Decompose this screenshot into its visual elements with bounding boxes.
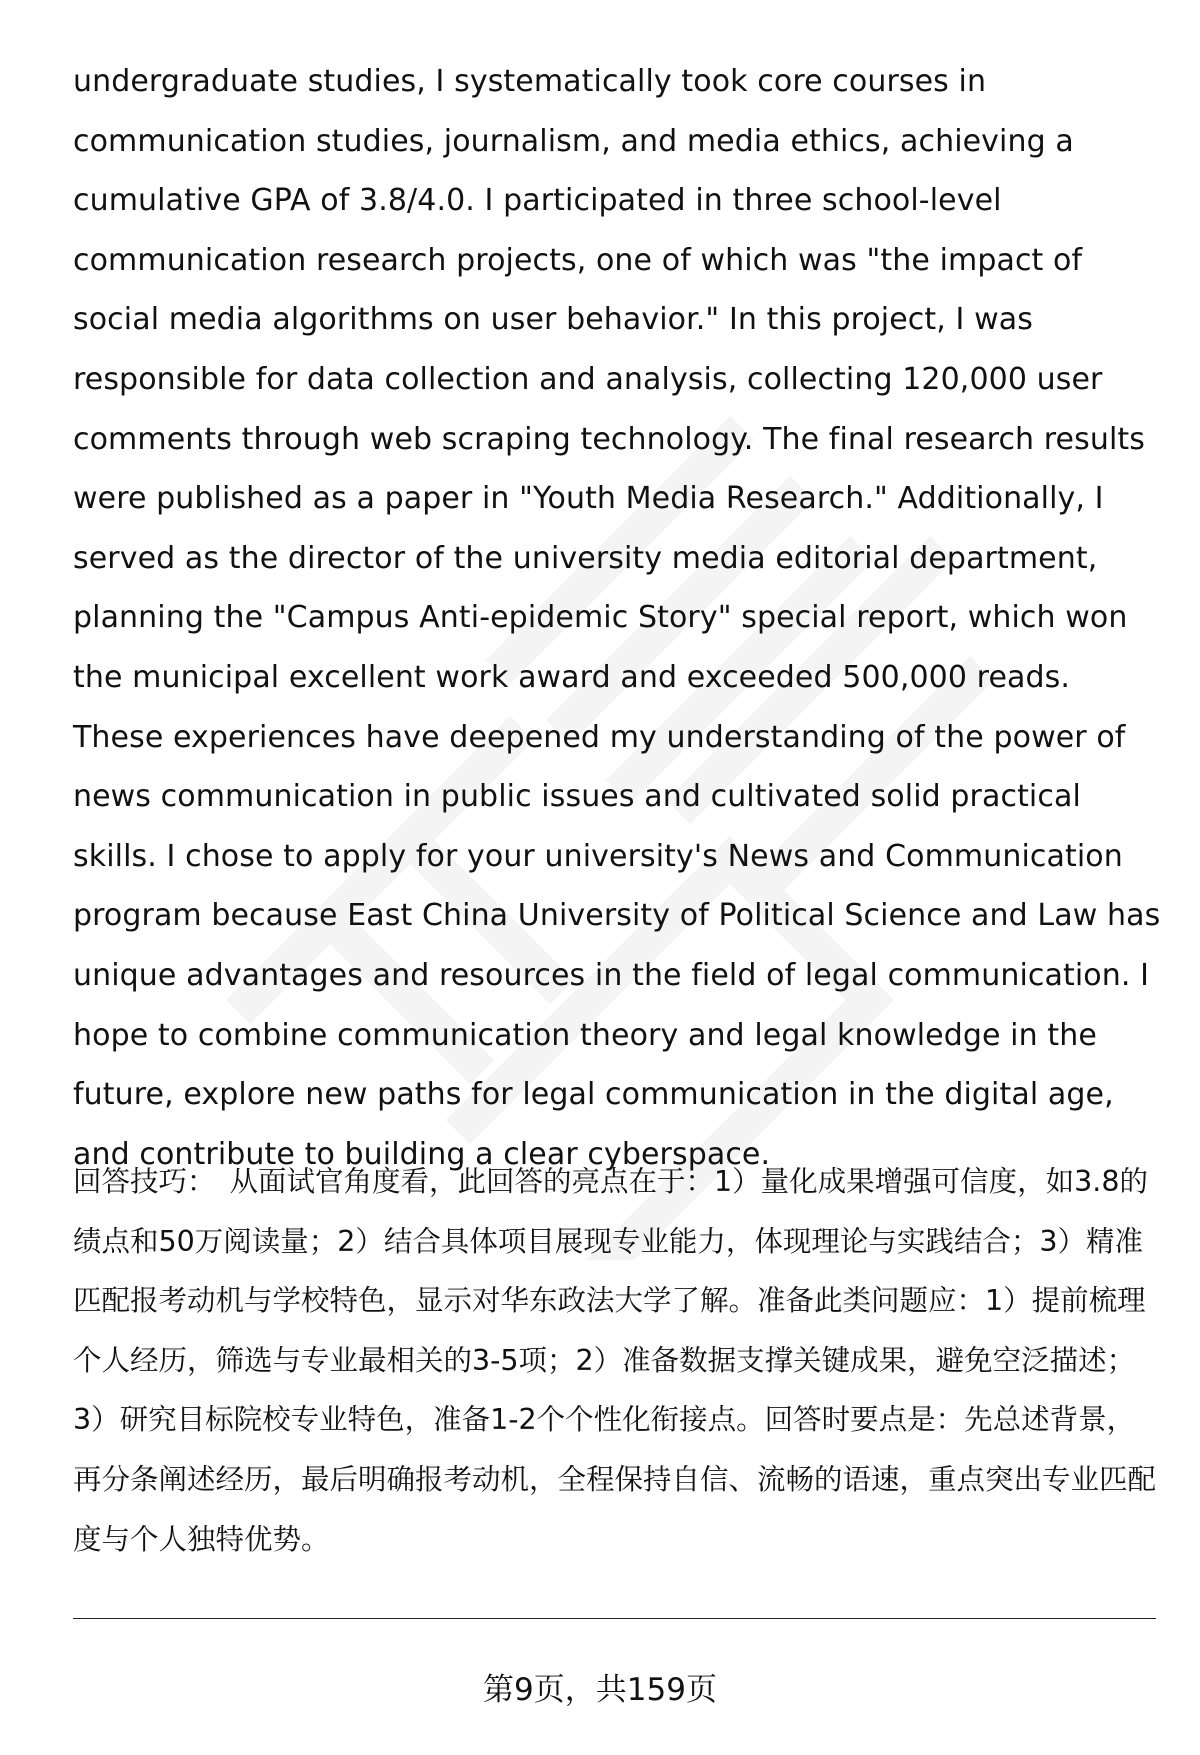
footer-divider: [73, 1618, 1156, 1619]
tips-text: 从面试官角度看，此回答的亮点在于：1）量化成果增强可信度，如3.8的绩点和50万阅读量；2）结合具体项目展现专业能力，体现理论与实践结合；3）精准匹配报考动机与学校特色，显示对华东政法大学了解。准备此类问题应：1）提前梳理个人经历，筛选与专业最相关的3-5项；2）准备数据支撑关键成果，避免空泛描述；3）研究目标院校专业特色，准备1-2个个性化衔接点。回答时要点是：先总述背景，再分条阐述经历，最后明确报考动机，全程保持自信、流畅的语速，重点突出专业匹配度与个人独特优势。: [73, 1165, 1157, 1556]
page-number: 第9页，共159页: [483, 1672, 717, 1708]
answer-paragraph: undergraduate studies, I systematically took core courses in communication studies, journalism, and media ethics, achieving a cumulative GPA of 3.8/4.0. I participated in three school-level communication research projects, one of which was "the impact of social media algorithms on user behavior." In this project, I was responsible for data collection and analysis, collecting 120,000 user comments through web scraping technology. The final research results were published as a paper in "Youth Media Research." Additionally, I served as the director of the university media editorial department, planning the "Campus Anti-epidemic Story" special report, which won the municipal excellent work award and exceeded 500,000 reads. These experiences have deepened my understanding of the power of news communication in public issues and cultivated solid practical skills. I chose to apply for your university's News and Communication program because East China University of Political Science and Law has unique advantages and resources in the field of legal communication. I hope to combine communication theory and legal knowledge in the future, explore new paths for legal communication in the digital age, and contribute to building a clear cyberspace.: [73, 64, 1161, 1172]
tips-paragraph: [73, 1152, 1163, 1569]
tips-label: 回答技巧：: [73, 1165, 216, 1198]
